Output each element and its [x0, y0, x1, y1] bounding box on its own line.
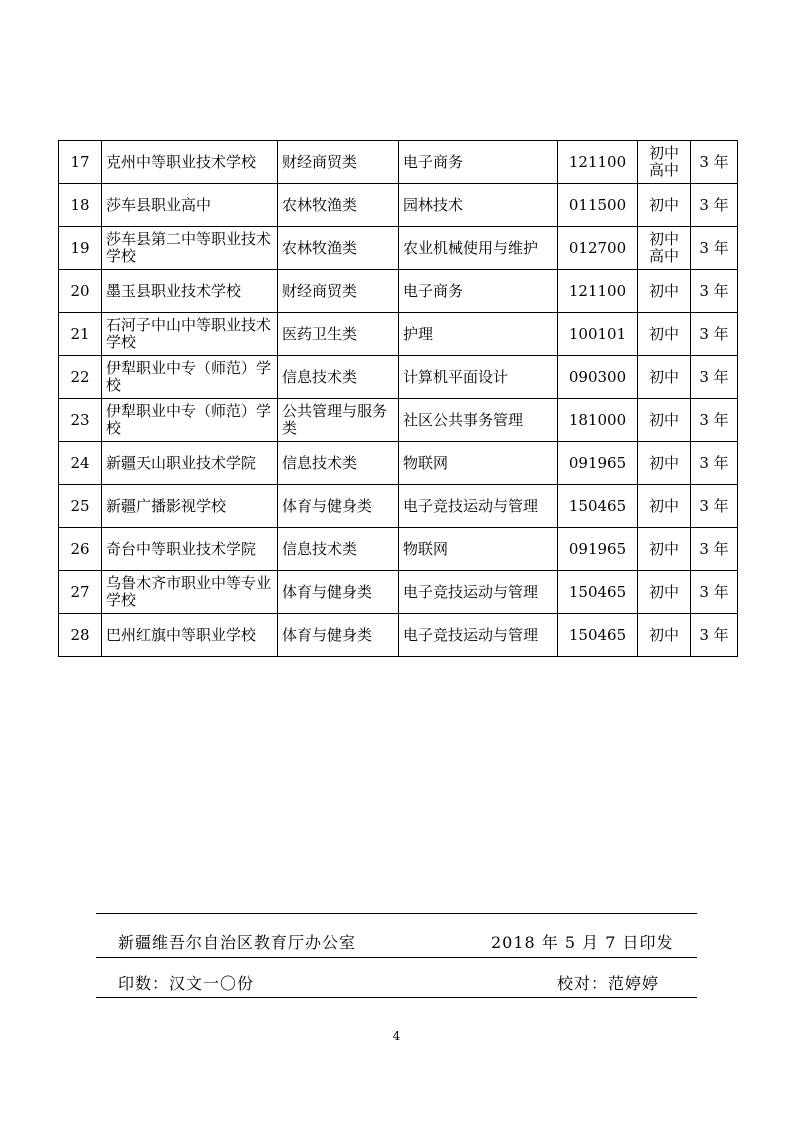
- entry-level-label: 初中: [648, 625, 679, 644]
- issuer-name: 新疆维吾尔自治区教育厅办公室: [118, 933, 357, 952]
- entry-level-label: 初中: [648, 582, 679, 601]
- duration-cell: 3 年: [691, 399, 738, 442]
- major-code-cell: 091965: [558, 528, 638, 571]
- row-number-cell: 22: [59, 356, 102, 399]
- entry-level-cell: [638, 571, 691, 614]
- table-row: [59, 356, 738, 399]
- duration-cell: 3 年: [691, 528, 738, 571]
- school-cell: 莎车县职业高中: [102, 184, 278, 227]
- table-row: [59, 227, 738, 270]
- table-body: [59, 141, 738, 657]
- major-cell: 社区公共事务管理: [399, 399, 558, 442]
- row-number-cell: 25: [59, 485, 102, 528]
- majors-table: [58, 140, 738, 657]
- entry-level-label: 初中: [648, 453, 679, 472]
- category-cell: 农林牧渔类: [278, 227, 399, 270]
- table-row: [59, 141, 738, 184]
- major-cell: 电子竞技运动与管理: [399, 614, 558, 657]
- duration-cell: 3 年: [691, 184, 738, 227]
- entry-level-cell: [638, 528, 691, 571]
- duration-cell: 3 年: [691, 141, 738, 184]
- table-row: [59, 399, 738, 442]
- table-row: [59, 442, 738, 485]
- row-number-cell: 26: [59, 528, 102, 571]
- major-cell: 电子商务: [399, 141, 558, 184]
- entry-level-cell: [638, 614, 691, 657]
- row-number-cell: 21: [59, 313, 102, 356]
- school-cell: 伊犁职业中专（师范）学校: [102, 356, 278, 399]
- row-number-cell: 27: [59, 571, 102, 614]
- school-cell: 莎车县第二中等职业技术学校: [102, 227, 278, 270]
- entry-level-cell: [638, 442, 691, 485]
- entry-level-cell: [638, 184, 691, 227]
- entry-level-label: 初中: [648, 230, 679, 248]
- major-cell: 物联网: [399, 442, 558, 485]
- category-cell: 体育与健身类: [278, 614, 399, 657]
- category-cell: 公共管理与服务类: [278, 399, 399, 442]
- category-cell: 信息技术类: [278, 356, 399, 399]
- entry-level-label: 初中: [648, 496, 679, 515]
- duration-cell: 3 年: [691, 485, 738, 528]
- school-cell: 新疆广播影视学校: [102, 485, 278, 528]
- duration-cell: 3 年: [691, 571, 738, 614]
- major-code-cell: 091965: [558, 442, 638, 485]
- major-code-cell: 181000: [558, 399, 638, 442]
- major-code-cell: 150465: [558, 485, 638, 528]
- row-number-cell: 17: [59, 141, 102, 184]
- duration-cell: 3 年: [691, 442, 738, 485]
- school-cell: 乌鲁木齐市职业中等专业学校: [102, 571, 278, 614]
- row-number-cell: 28: [59, 614, 102, 657]
- major-cell: 计算机平面设计: [399, 356, 558, 399]
- duration-cell: 3 年: [691, 270, 738, 313]
- category-cell: 信息技术类: [278, 442, 399, 485]
- school-cell: 巴州红旗中等职业学校: [102, 614, 278, 657]
- major-code-cell: 150465: [558, 571, 638, 614]
- category-cell: 财经商贸类: [278, 270, 399, 313]
- table-row: [59, 184, 738, 227]
- major-cell: 农业机械使用与维护: [399, 227, 558, 270]
- school-cell: 石河子中山中等职业技术学校: [102, 313, 278, 356]
- proofreader: 校对：范婷婷: [557, 974, 660, 993]
- duration-cell: 3 年: [691, 313, 738, 356]
- table-row: [59, 571, 738, 614]
- table-row: [59, 270, 738, 313]
- category-cell: 财经商贸类: [278, 141, 399, 184]
- entry-level-label: 初中: [648, 324, 679, 343]
- major-code-cell: 121100: [558, 270, 638, 313]
- category-cell: 体育与健身类: [278, 571, 399, 614]
- school-cell: 新疆天山职业技术学院: [102, 442, 278, 485]
- footer-middle-rule: [96, 957, 697, 958]
- major-code-cell: 100101: [558, 313, 638, 356]
- entry-level-cell: [638, 356, 691, 399]
- entry-level-label: 高中: [648, 247, 679, 265]
- entry-level-label: 初中: [648, 367, 679, 386]
- major-cell: 物联网: [399, 528, 558, 571]
- school-cell: 墨玉县职业技术学校: [102, 270, 278, 313]
- footer-top-rule: [96, 913, 697, 914]
- duration-cell: 3 年: [691, 614, 738, 657]
- major-cell: 电子竞技运动与管理: [399, 571, 558, 614]
- entry-level-label: 初中: [648, 195, 679, 214]
- row-number-cell: 20: [59, 270, 102, 313]
- footer-bottom-rule: [96, 997, 697, 998]
- row-number-cell: 24: [59, 442, 102, 485]
- school-cell: 克州中等职业技术学校: [102, 141, 278, 184]
- major-cell: 电子竞技运动与管理: [399, 485, 558, 528]
- row-number-cell: 18: [59, 184, 102, 227]
- page-number: 4: [392, 1029, 401, 1043]
- category-cell: 医药卫生类: [278, 313, 399, 356]
- table-row: [59, 614, 738, 657]
- major-code-cell: 012700: [558, 227, 638, 270]
- school-cell: 伊犁职业中专（师范）学校: [102, 399, 278, 442]
- duration-cell: 3 年: [691, 356, 738, 399]
- school-cell: 奇台中等职业技术学院: [102, 528, 278, 571]
- entry-level-cell: [638, 141, 691, 184]
- category-cell: 信息技术类: [278, 528, 399, 571]
- entry-level-label: 初中: [648, 410, 679, 429]
- major-cell: 园林技术: [399, 184, 558, 227]
- entry-level-label: 初中: [648, 539, 679, 558]
- print-copies: 印数：汉文一〇份: [118, 974, 255, 993]
- major-code-cell: 150465: [558, 614, 638, 657]
- major-cell: 护理: [399, 313, 558, 356]
- issue-date: 2018 年 5 月 7 日印发: [491, 933, 674, 952]
- major-code-cell: 121100: [558, 141, 638, 184]
- table-row: [59, 528, 738, 571]
- entry-level-cell: [638, 399, 691, 442]
- entry-level-cell: [638, 313, 691, 356]
- entry-level-label: 高中: [648, 161, 679, 179]
- table-row: [59, 485, 738, 528]
- entry-level-cell: [638, 485, 691, 528]
- entry-level-cell: [638, 227, 691, 270]
- major-code-cell: 011500: [558, 184, 638, 227]
- category-cell: 农林牧渔类: [278, 184, 399, 227]
- row-number-cell: 19: [59, 227, 102, 270]
- duration-cell: 3 年: [691, 227, 738, 270]
- major-cell: 电子商务: [399, 270, 558, 313]
- major-code-cell: 090300: [558, 356, 638, 399]
- category-cell: 体育与健身类: [278, 485, 399, 528]
- entry-level-cell: [638, 270, 691, 313]
- table-row: [59, 313, 738, 356]
- entry-level-label: 初中: [648, 281, 679, 300]
- row-number-cell: 23: [59, 399, 102, 442]
- entry-level-label: 初中: [648, 144, 679, 162]
